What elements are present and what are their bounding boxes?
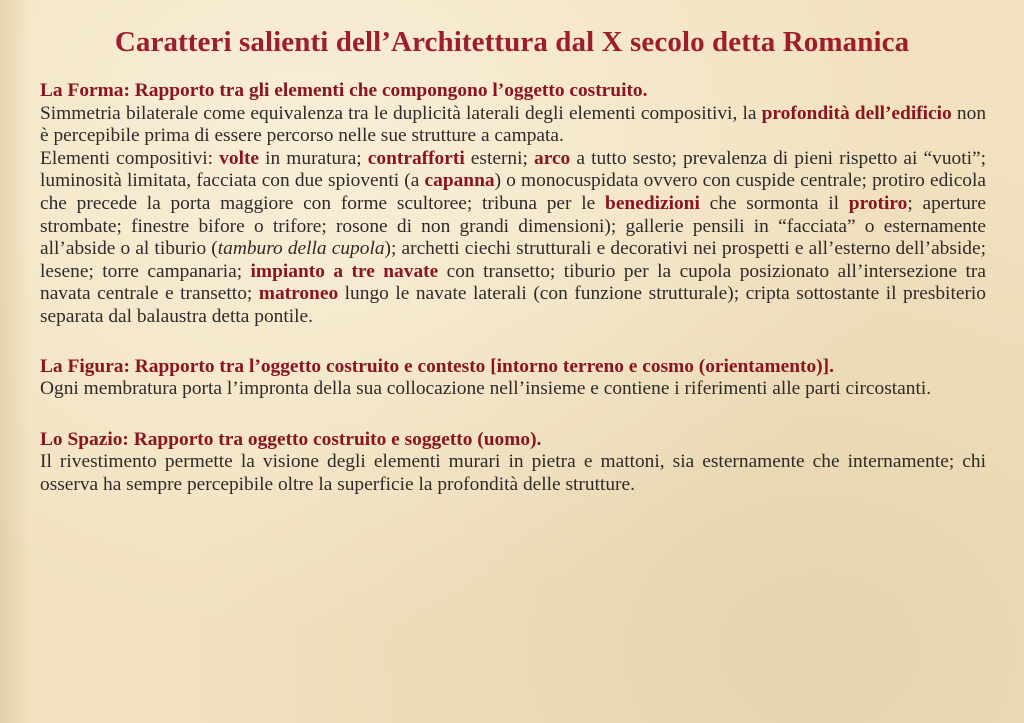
text-span: Elementi compositivi: xyxy=(40,147,220,169)
spacer xyxy=(40,329,986,356)
bold-term: volte xyxy=(219,147,260,169)
bold-term: contrafforti xyxy=(367,147,465,169)
bold-term: profondità dell’edificio xyxy=(761,102,952,124)
bold-term: protiro xyxy=(848,192,908,214)
spacer xyxy=(40,401,986,429)
bold-term: capanna xyxy=(424,170,495,192)
text-span: con transetto; tiburio per la cupola posizionato all’intersezione tra navata centrale e transetto; xyxy=(40,260,986,305)
section-heading-forma: La Forma: Rapporto tra gli elementi che compongono l’oggetto costruito. xyxy=(40,80,648,101)
figura-paragraph: Ogni membratura porta l’impronta della sua collocazione nell’insieme e contiene i riferimenti alle parti circostanti. xyxy=(40,378,932,400)
paper-edge xyxy=(0,0,30,723)
content-body xyxy=(40,80,986,497)
bold-term: matroneo xyxy=(258,283,339,305)
page-title: Caratteri salienti dell’Architettura dal X secolo detta Romanica xyxy=(114,26,910,58)
forma-paragraph-2 xyxy=(40,148,986,329)
text-span: ); archetti ciechi strutturali e decorativi nei prospetti e all’esterno dell’abside; lesene; torre campanaria; xyxy=(40,238,986,282)
text-span: ; aperture strombate; finestre bifore o trifore; rosone di non grandi dimensioni); gallerie pensili in “facciata” o esternamente all’abside o al tiburio ( xyxy=(40,192,986,260)
section-heading-figura: La Figura: Rapporto tra l’oggetto costruito e contesto [intorno terreno e cosmo (orientamento)]. xyxy=(40,355,834,377)
section-heading-spazio: Lo Spazio: Rapporto tra oggetto costruito e soggetto (uomo). xyxy=(40,428,542,450)
text-span: a tutto sesto; prevalenza di pieni rispetto ai “vuoti”; luminosità limitata, facciata con due spioventi (a xyxy=(40,147,986,192)
text-span: Simmetria bilaterale come equivalenza tra le duplicità laterali degli elementi compositivi, la xyxy=(40,102,762,124)
forma-paragraph-1 xyxy=(40,103,986,148)
text-span: lungo le navate laterali (con funzione strutturale); cripta sottostante il presbiterio separata dal balaustra detta pontile. xyxy=(40,283,986,327)
italic-term: tamburo della cupola xyxy=(217,238,385,260)
text-span: in muratura; xyxy=(259,147,368,169)
text-span: che sormonta il xyxy=(699,192,849,214)
text-span: ) o monocuspidata ovvero con cuspide centrale; protiro edicola che precede la porta maggiore con forme scultoree; tribuna per le xyxy=(40,170,986,214)
bold-term: impianto a tre navate xyxy=(250,260,439,282)
bold-term: benedizioni xyxy=(605,192,700,214)
bold-term: arco xyxy=(534,147,571,169)
spazio-paragraph: Il rivestimento permette la visione degli elementi murari in pietra e mattoni, sia esternamente che internamente; chi osserva ha sempre percepibile oltre la superficie la profondità delle strutture. xyxy=(40,451,986,495)
text-span: esterni; xyxy=(464,147,534,169)
text-span: non è percepibile prima di essere percorso nelle sue strutture a campata. xyxy=(40,102,987,147)
